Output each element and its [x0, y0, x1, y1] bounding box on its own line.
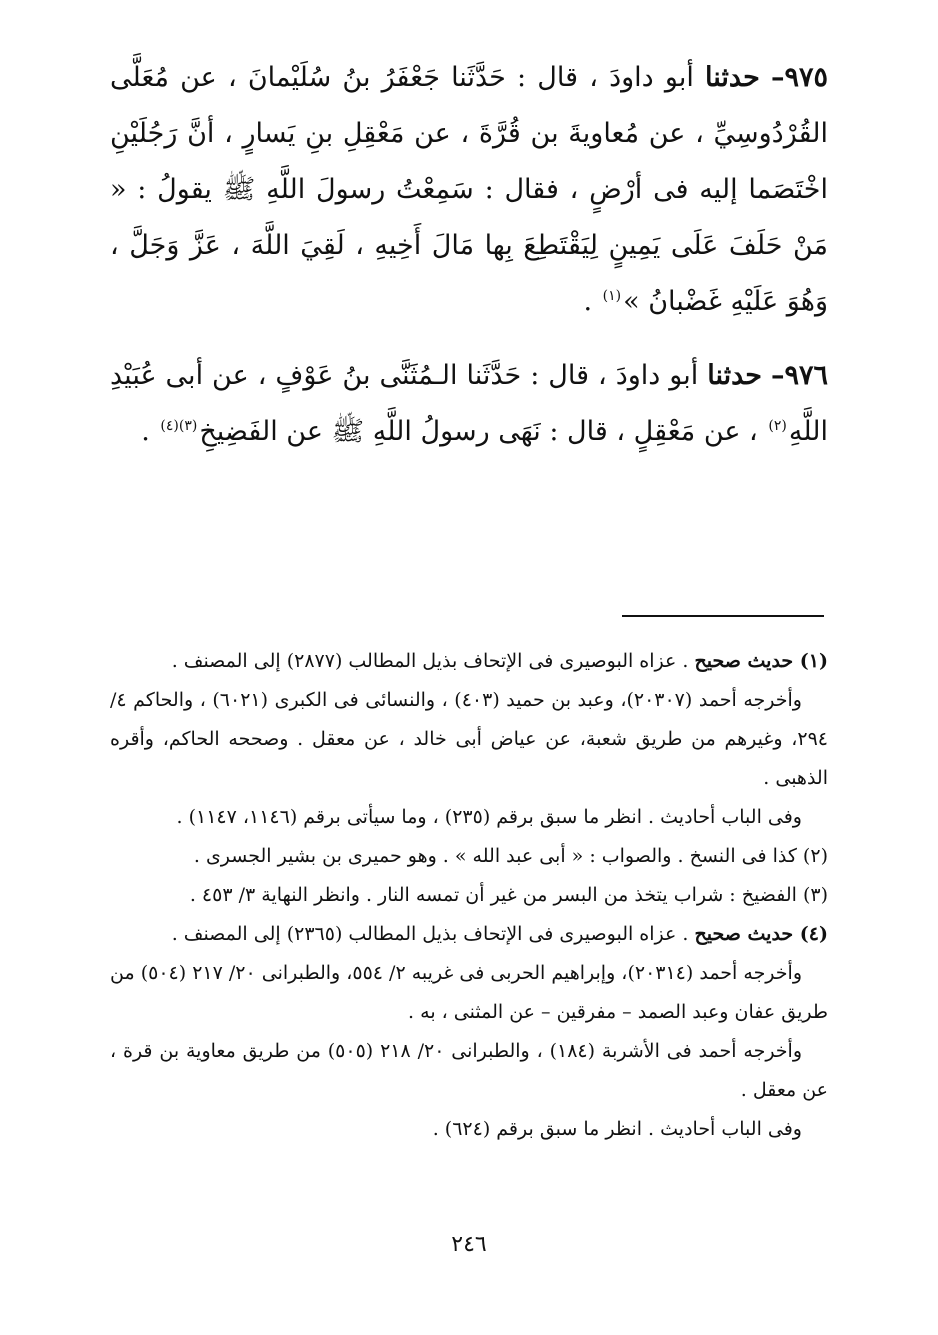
hadith-body-part1: أبو داودَ ، قال : حَدَّثَنا الـمُثَنَّى بنُ عَوْفٍ ، عن أبى عُبَيْدِ اللَّهِ: [110, 360, 828, 447]
hadith-number: ٩٧٥–: [770, 62, 828, 93]
hadith-body-part2: ، عن مَعْقِلٍ ، قال : نَهَى رسولُ اللَّهِ ﷺ عن الفَضِيخِ: [199, 416, 758, 447]
hadith-975: [110, 50, 828, 330]
footnote-3: (٣) الفضيخ : شراب يتخذ من البسر من غير أن تمسه النار . وانظر النهاية ٣/ ٤٥٣ .: [189, 884, 828, 906]
page-number: ٢٤٦: [451, 1232, 487, 1257]
footnote-1-continuation: وأخرجه أحمد (٢٠٣٠٧)، وعبد بن حميد (٤٠٣) ، والنسائى فى الكبرى (٦٠٢١) ، والحاكم ٤/ ٢٩٤، وغيرهم من طريق شعبة، عن عياض أبى خالد ، عن معقل . وصححه الحاكم، وأقره الذهبى .: [110, 689, 828, 789]
hadith-ending: .: [141, 416, 159, 447]
footnote-ref-1: (١): [602, 288, 622, 304]
footnote-label: (١) حديث صحيح: [694, 650, 828, 672]
footnote-4-continuation: وأخرجه أحمد فى الأشربة (١٨٤) ، والطبرانى ٢٠/ ٢١٨ (٥٠٥) من طريق معاوية بن قرة ، عن معقل .: [110, 1040, 828, 1101]
footnotes: [110, 642, 828, 1149]
footnote-1-continuation: وفى الباب أحاديث . انظر ما سبق برقم (٢٣٥) ، وما سيأتى برقم (١١٤٦، ١١٤٧) .: [176, 806, 802, 828]
hadith-opening: حدثنا: [705, 62, 760, 93]
footnote-separator: [622, 615, 824, 617]
hadith-ending: .: [583, 286, 601, 317]
hadith-body: أبو داودَ ، قال : حَدَّثَنا جَعْفَرُ بنُ سُلَيْمانَ ، عن مُعَلَّى القُرْدُوسِيِّ ، عن مُعاويةَ بن قُرَّةَ ، عن مَعْقِلِ بنِ يَسارٍ ، أنَّ رَجُلَيْنِ اخْتَصَما إليه فى أرْضٍ ، فقال : سَمِعْتُ رسولَ اللَّهِ ﷺ يقولُ : « مَنْ حَلَفَ عَلَى يَمِينٍ لِيَقْتَطِعَ بِها مَالَ أَخِيهِ ، لَقِيَ اللَّهَ ، عَزَّ وَجَلَّ ، وَهُوَ عَلَيْهِ غَضْبانُ »: [110, 62, 828, 317]
footnote-label: (٤) حديث صحيح: [694, 923, 828, 945]
footnote-text: . عزاه البوصيرى فى الإتحاف بذيل المطالب (٢٣٦٥) إلى المصنف .: [171, 923, 689, 945]
footnote-2: (٢) كذا فى النسخ . والصواب : « أبى عبد الله » . وهو حميرى بن بشير الجسرى .: [193, 845, 828, 867]
footnote-4-continuation: وفى الباب أحاديث . انظر ما سبق برقم (٦٢٤) .: [432, 1118, 802, 1140]
footnote-4-continuation: وأخرجه أحمد (٢٠٣١٤)، وإبراهيم الحربى فى غريبه ٢/ ٥٥٤، والطبرانى ٢٠/ ٢١٧ (٥٠٤) من طريق عفان وعبد الصمد – مفرقين – عن المثنى ، به .: [110, 962, 828, 1023]
footnote-4: [110, 915, 828, 954]
footnote-1: [110, 642, 828, 681]
footnote-ref-3-4: (٣)(٤): [160, 418, 198, 434]
hadith-976: [110, 348, 828, 460]
hadith-number: ٩٧٦–: [770, 360, 828, 391]
main-text: [110, 50, 828, 478]
footnote-text: . عزاه البوصيرى فى الإتحاف بذيل المطالب (٢٨٧٧) إلى المصنف .: [171, 650, 689, 672]
footnote-ref-2: (٢): [768, 418, 787, 434]
hadith-opening: حدثنا: [707, 360, 762, 391]
